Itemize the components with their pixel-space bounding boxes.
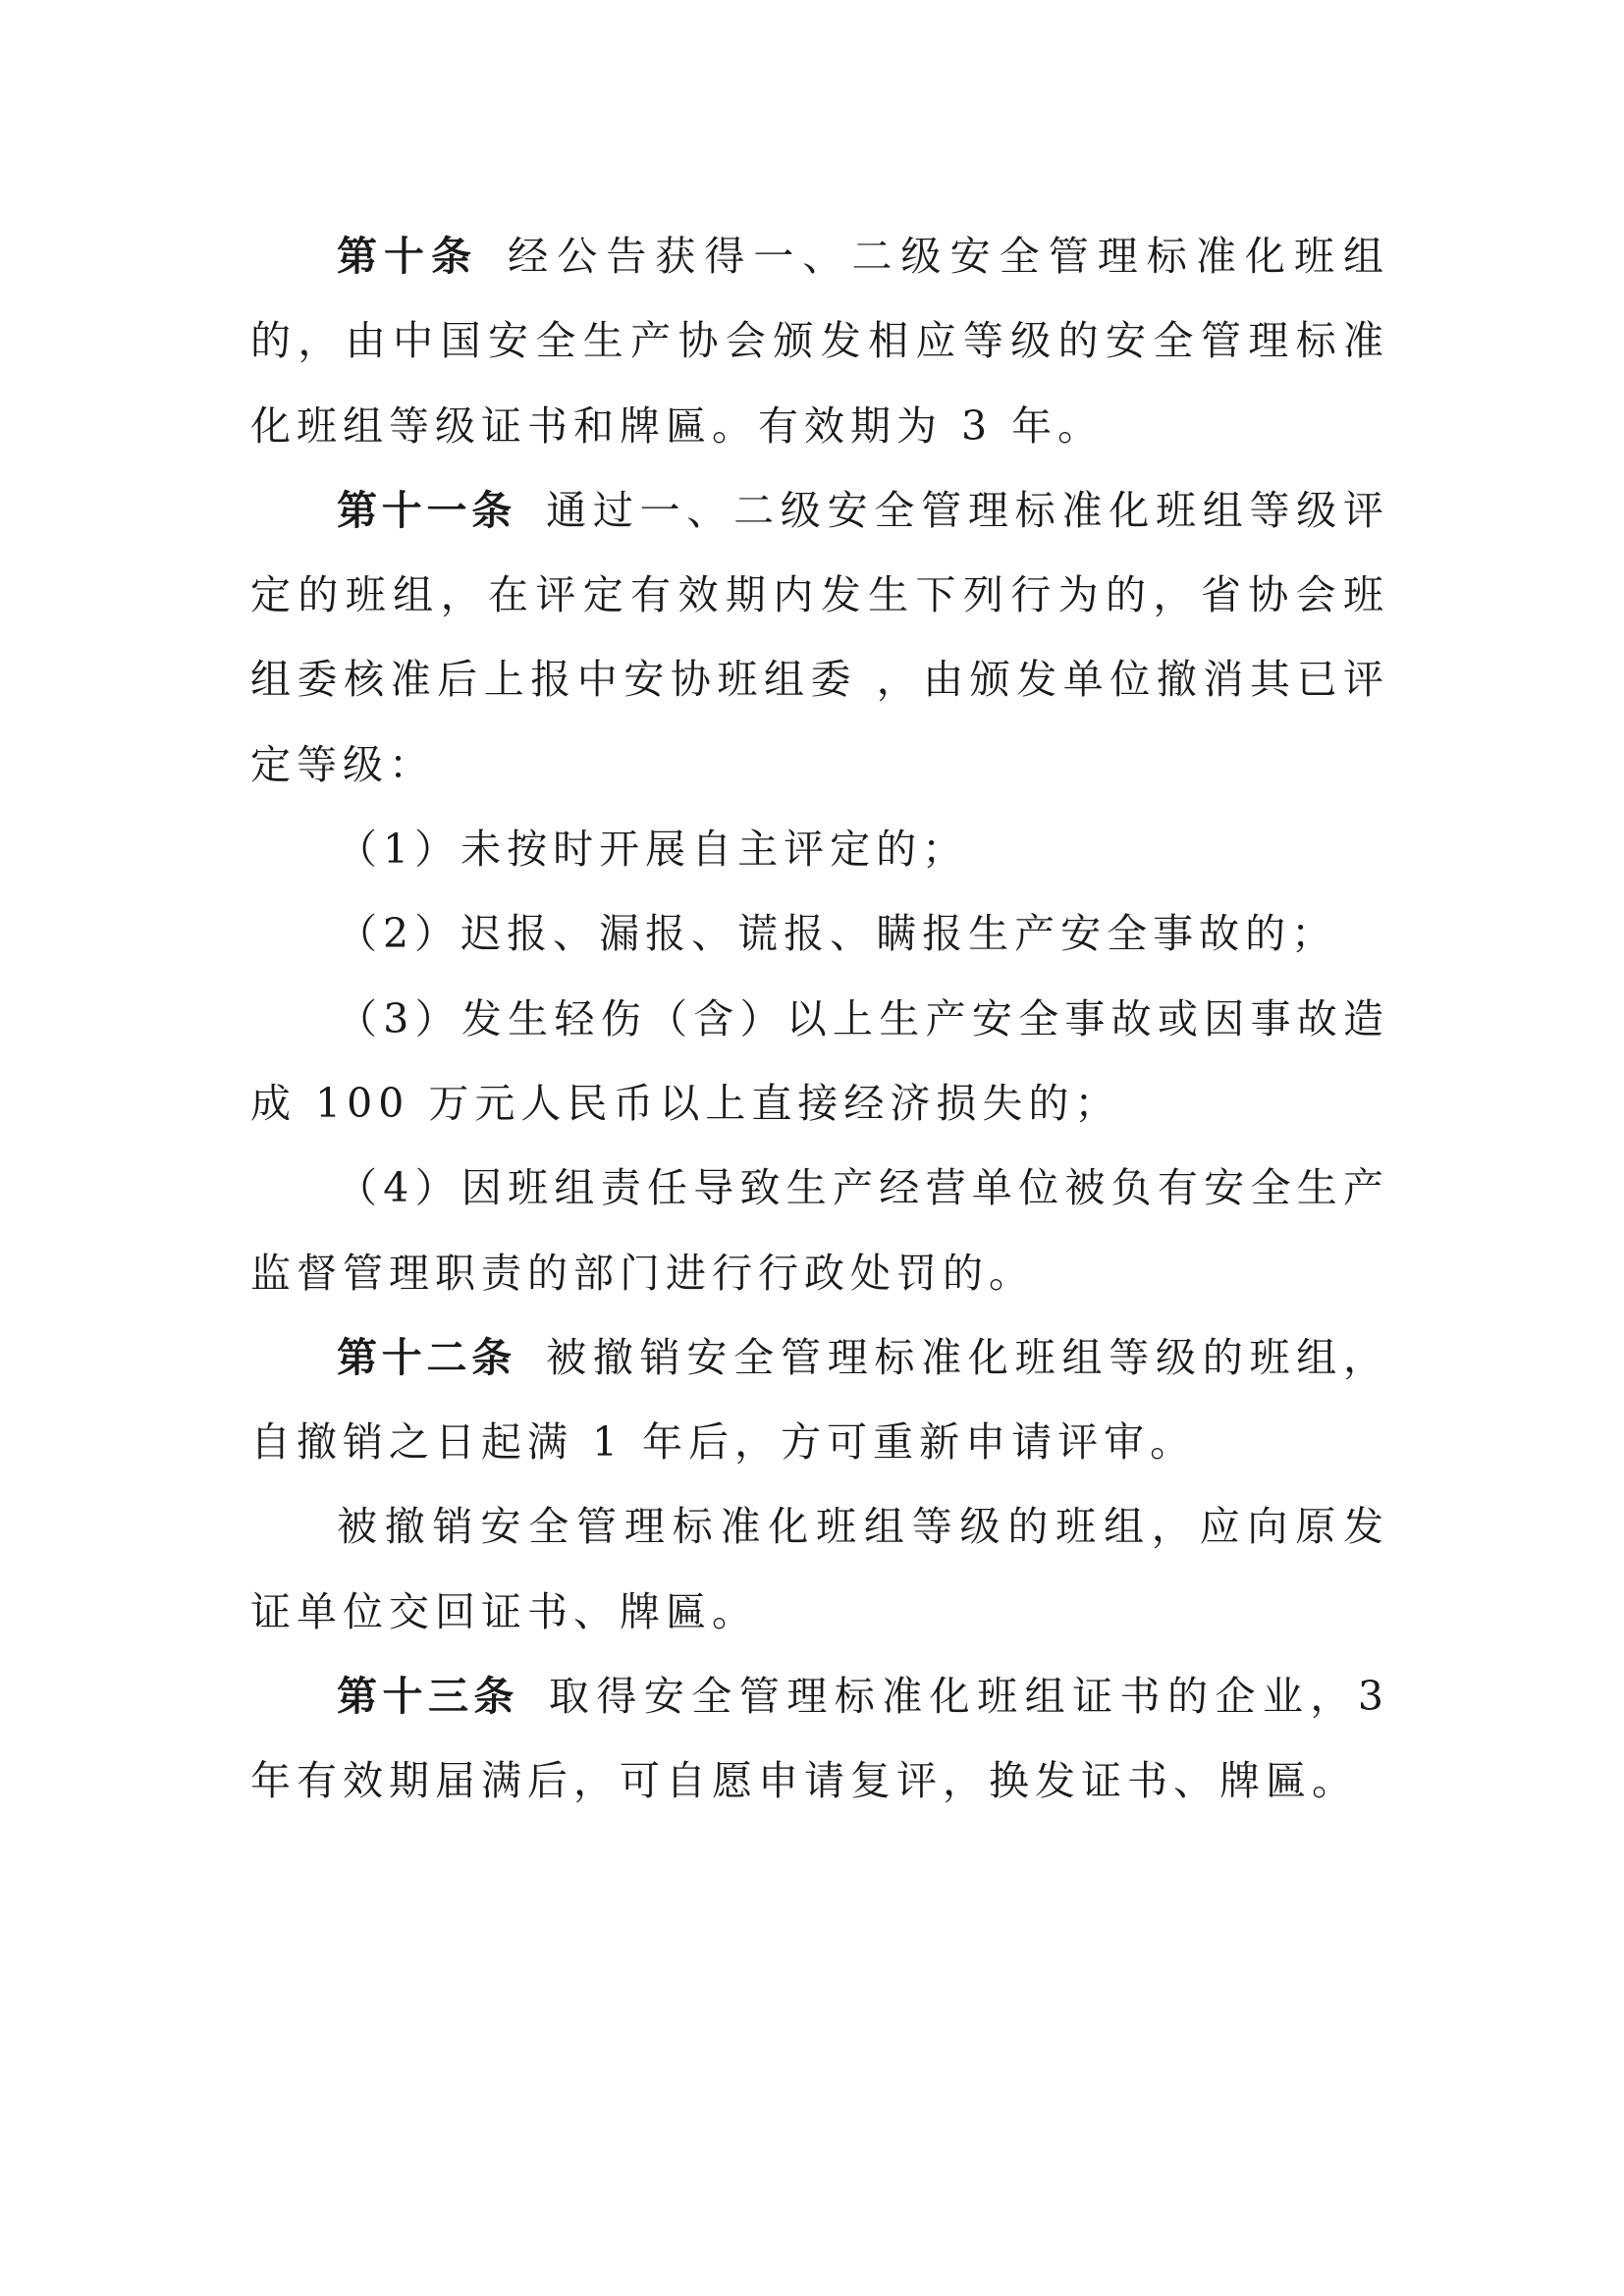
document-body (250, 214, 1389, 1824)
paragraph-text: 被撤销安全管理标准化班组等级的班组，自撤销之日起满 1 年后，方可重新申请评审。 (250, 1333, 1390, 1467)
article-heading: 第十条 (337, 233, 479, 280)
paragraph-text: 经公告获得一、二级安全管理标准化班组的，由中国安全生产协会颁发相应等级的安全管理标准化班组等级证书和牌匾。有效期为 3 年。 (250, 233, 1390, 450)
paragraph-article-13 (250, 1654, 1389, 1824)
article-heading: 第十二条 (337, 1333, 517, 1381)
paragraph-text: 被撤销安全管理标准化班组等级的班组，应向原发证单位交回证书、牌匾。 (250, 1503, 1389, 1635)
paragraph-article-10 (250, 214, 1389, 468)
paragraph-article-12 (250, 1315, 1389, 1485)
article-heading: 第十一条 (337, 486, 517, 534)
paragraph-article-12-cont (250, 1484, 1389, 1654)
paragraph-text: 通过一、二级安全管理标准化班组等级评定的班组，在评定有效期内发生下列行为的，省协会班组委核准后上报中安协班组委 ，由颁发单位撤消其已评定等级： (250, 486, 1390, 788)
list-item-4 (250, 1146, 1389, 1315)
list-item-2 (250, 891, 1389, 976)
paragraph-text: （2）迟报、漏报、谎报、瞒报生产安全事故的； (337, 910, 1338, 958)
paragraph-text: （3）发生轻伤（含）以上生产安全事故或因事故造成 100 万元人民币以上直接经济损失的； (250, 994, 1389, 1127)
paragraph-text: 取得安全管理标准化班组证书的企业，3 年有效期届满后，可自愿申请复评，换发证书、牌匾。 (250, 1673, 1389, 1805)
list-item-3 (250, 977, 1389, 1147)
list-item-1 (250, 807, 1389, 891)
paragraph-article-11 (250, 468, 1389, 807)
article-heading: 第十三条 (337, 1673, 519, 1721)
paragraph-text: （4）因班组责任导致生产经营单位被负有安全生产监督管理职责的部门进行行政处罚的。 (250, 1164, 1389, 1297)
paragraph-text: （1）未按时开展自主评定的； (337, 826, 969, 874)
